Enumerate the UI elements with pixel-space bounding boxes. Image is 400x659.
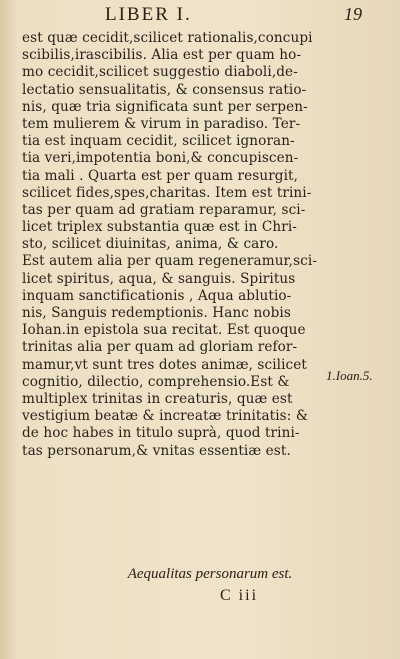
text-line: lectatio sensualitatis, & consensus ratio- — [22, 81, 307, 98]
text-line: nis, Sanguis redemptionis. Hanc nobis — [22, 305, 291, 321]
text-line: sto, scilicet diuinitas, anima, & caro. — [22, 236, 279, 253]
text-line: de hoc habes in titulo suprà, quod trini- — [22, 425, 300, 442]
running-head: LIBER I. — [105, 4, 192, 25]
text-line: multiplex trinitas in creaturis, quæ est — [22, 390, 293, 407]
text-line: trinitas alia per quam ad gloriam refor- — [22, 339, 298, 356]
page-number: 19 — [344, 4, 362, 24]
text-line: licet spiritus, aqua, & sanguis. Spiritus — [22, 270, 296, 287]
text-line: scilicet fides,spes,charitas. Item est trini- — [22, 184, 312, 201]
text-line: mo cecidit,scilicet suggestio diaboli,de- — [22, 64, 298, 81]
text-line: est quæ cecidit,scilicet rationalis,concupi — [22, 30, 313, 46]
text-line: scibilis,irascibilis. Alia est per quam ho- — [22, 47, 302, 64]
section-title: Aequalitas personarum est. — [127, 566, 293, 582]
body-text — [22, 30, 322, 460]
text-line: vestigium beatæ & increatæ trinitatis: & — [22, 408, 309, 425]
text-line: tia veri,impotentia boni,& concupiscen- — [22, 150, 299, 167]
margin-note: 1.Ioan.5. — [326, 368, 373, 383]
text-line: inquam sanctificationis , Aqua ablutio- — [22, 287, 292, 304]
text-line: cognitio, dilectio, comprehensio.Est & — [22, 373, 290, 390]
text-line: licet triplex substantia quæ est in Chri- — [22, 219, 297, 236]
text-line: tem mulierem & virum in paradiso. Ter- — [22, 115, 301, 132]
text-line: tas personarum,& vnitas essentiæ est. — [22, 442, 291, 459]
text-line: tas per quam ad gratiam reparamur, sci- — [22, 201, 306, 218]
signature-mark: C iii — [220, 587, 259, 604]
page-header — [0, 4, 400, 26]
text-line: tia mali . Quarta est per quam resurgit, — [22, 167, 299, 184]
text-line: mamur,vt sunt tres dotes animæ, scilicet — [22, 356, 307, 373]
text-line: tia est inquam cecidit, scilicet ignoran- — [22, 133, 295, 150]
text-line: nis, quæ tria significata sunt per serpen- — [22, 98, 308, 115]
text-line: Iohan.in epistola sua recitat. Est quoque — [22, 322, 306, 339]
text-line: Est autem alia per quam regeneramur,sci- — [22, 253, 318, 270]
